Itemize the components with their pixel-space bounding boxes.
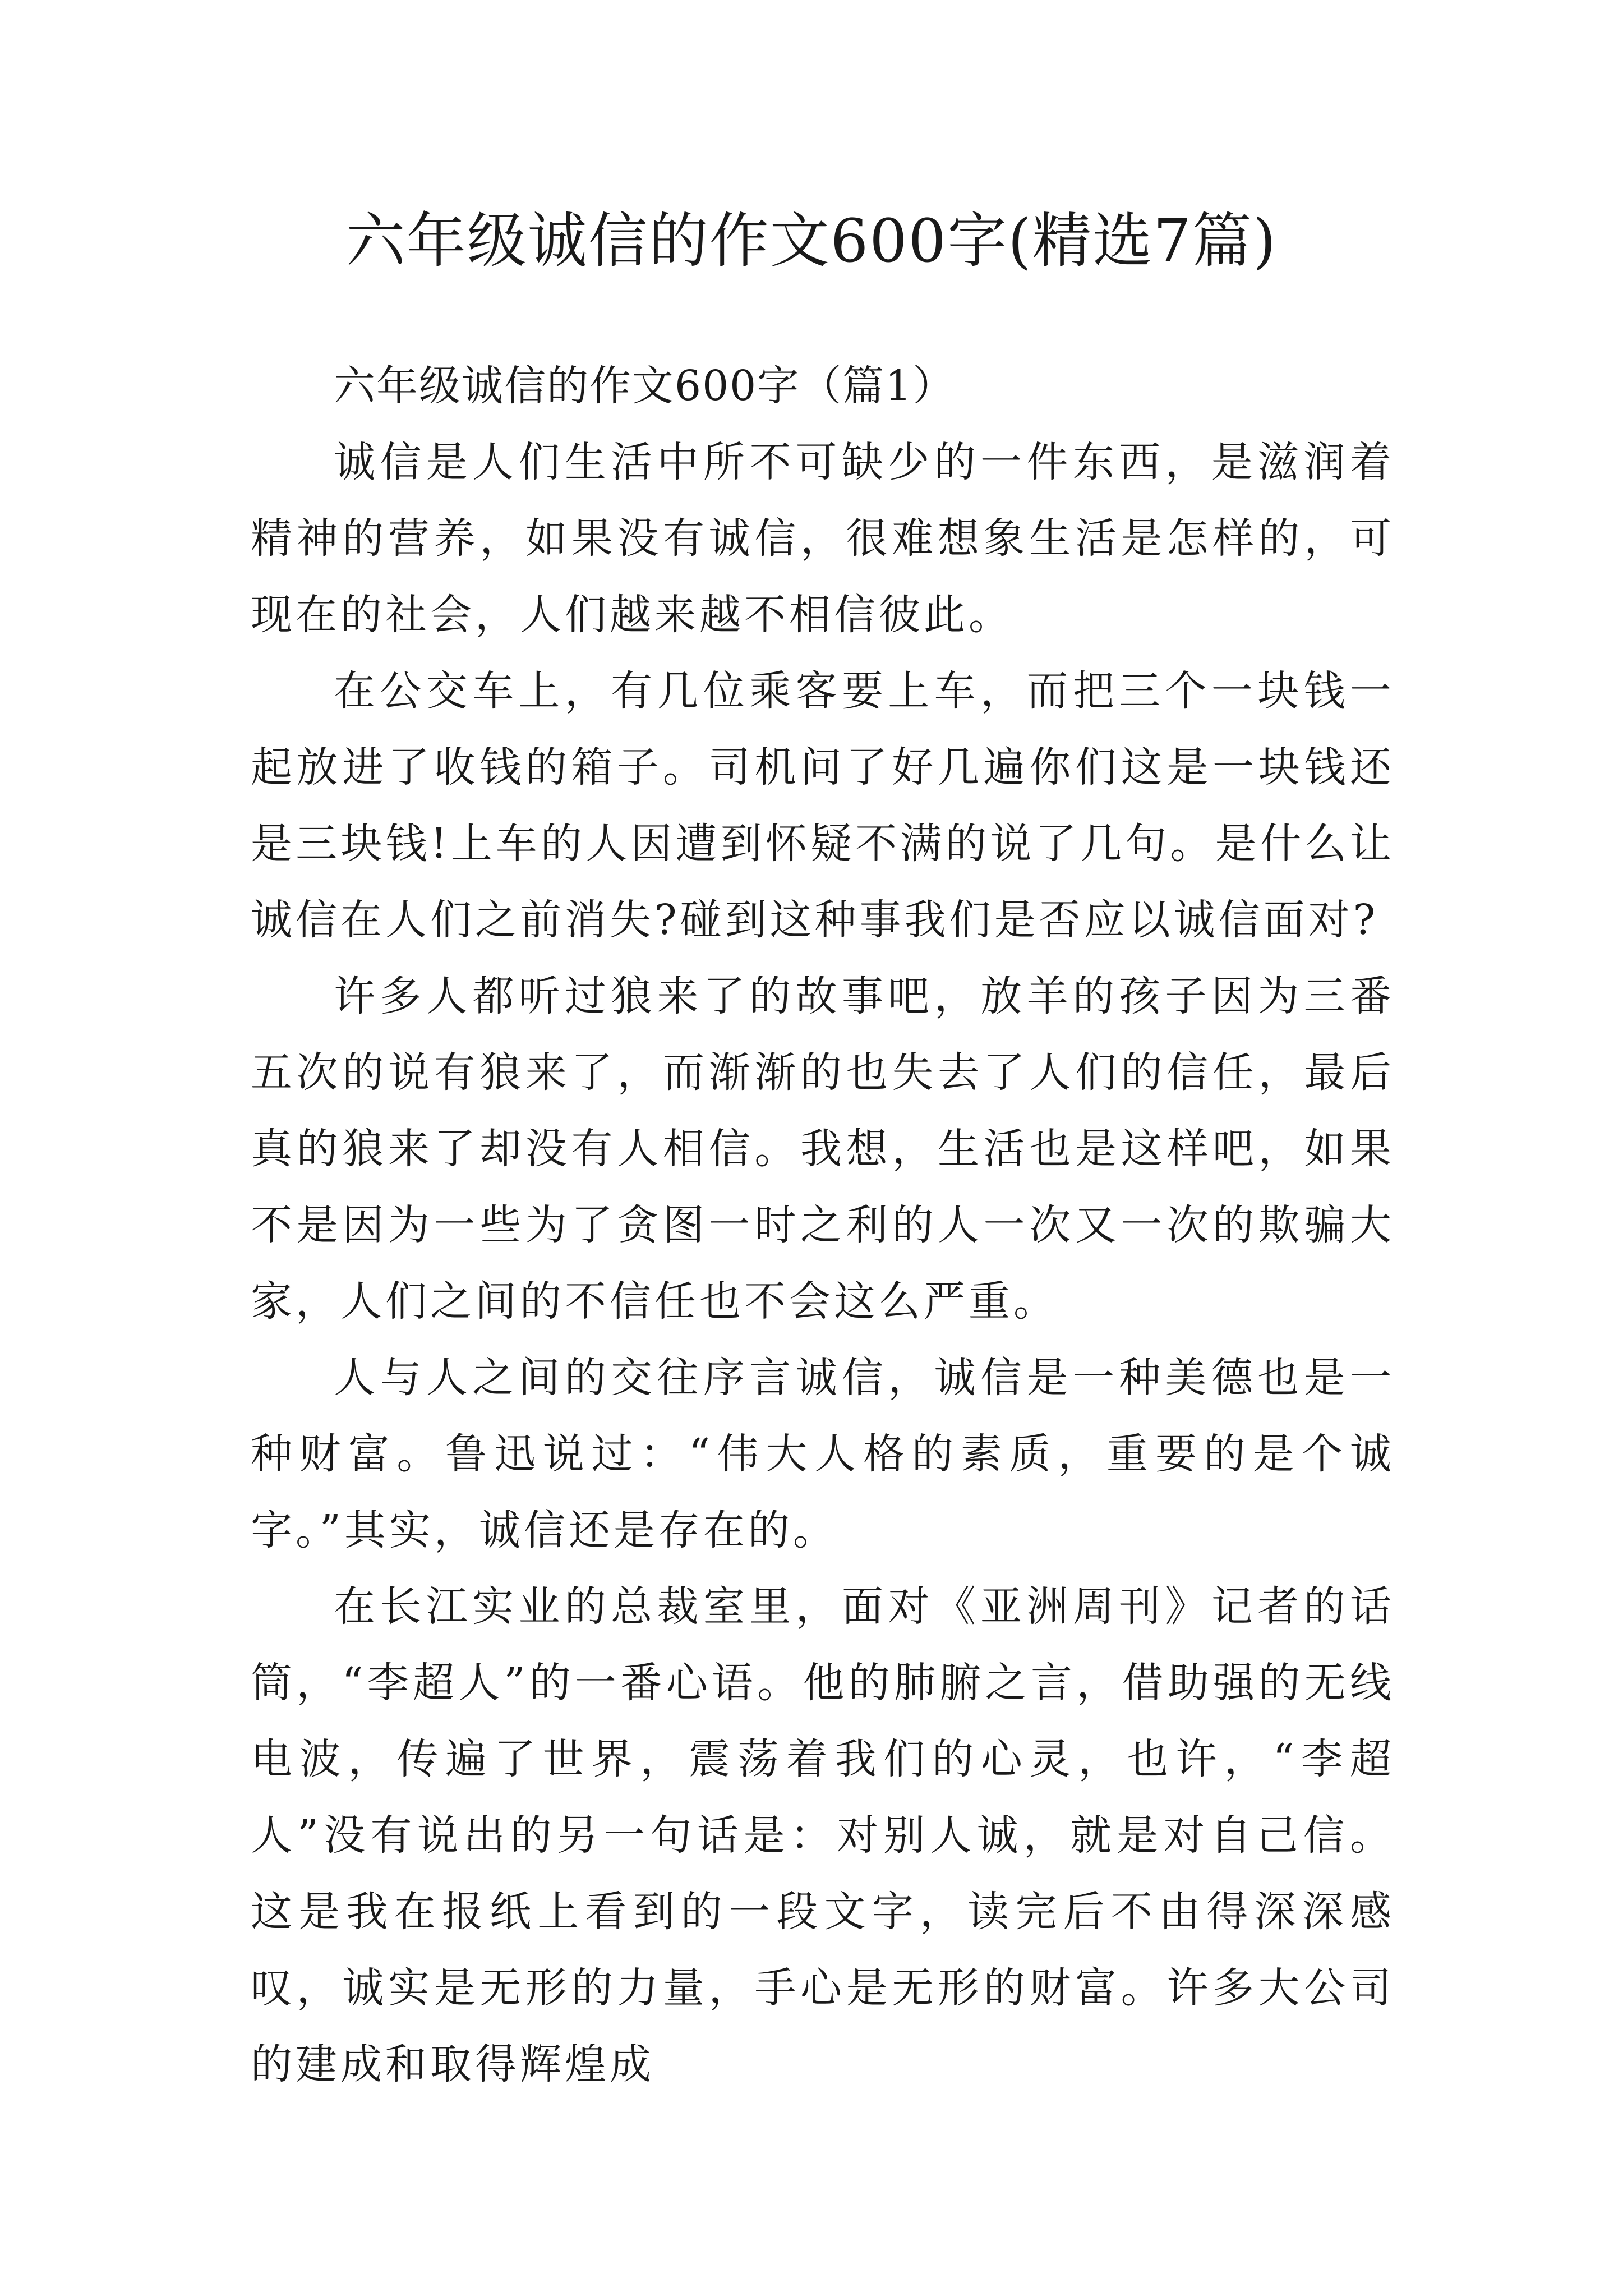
paragraph: 诚信是人们生活中所不可缺少的一件东西，是滋润着精神的营养，如果没有诚信，很难想象生活是怎样的，可现在的社会，人们越来越不相信彼此。 <box>251 438 1395 639</box>
paragraph: 人与人之间的交往序言诚信，诚信是一种美德也是一种财富。鲁迅说过：“伟大人格的素质，重要的是个诚字。”其实，诚信还是存在的。 <box>251 1354 1395 1554</box>
paragraph: 许多人都听过狼来了的故事吧，放羊的孩子因为三番五次的说有狼来了，而渐渐的也失去了人们的信任，最后真的狼来了却没有人相信。我想，生活也是这样吧，如果不是因为一些为了贪图一时之利的人一次又一次的欺骗大家，人们之间的不信任也不会这么严重。 <box>251 972 1395 1326</box>
document-body <box>251 348 1395 2102</box>
section-heading: 六年级诚信的作文600字（篇1） <box>334 362 956 410</box>
paragraph: 在长江实业的总裁室里，面对《亚洲周刊》记者的话筒，“李超人”的一番心语。他的肺腑之言，借助强的无线电波，传遍了世界，震荡着我们的心灵，也许，“李超人”没有说出的另一句话是：对别人诚，就是对自己信。这是我在报纸上看到的一段文字，读完后不由得深深感叹，诚实是无形的力量，手心是无形的财富。许多大公司的建成和取得辉煌成 <box>251 1582 1395 2088</box>
document-title: 六年级诚信的作文600字(精选7篇) <box>345 206 1278 275</box>
paragraph: 在公交车上，有几位乘客要上车，而把三个一块钱一起放进了收钱的箱子。司机问了好几遍你们这是一块钱还是三块钱!上车的人因遭到怀疑不满的说了几句。是什么让诚信在人们之前消失?碰到这种事我们是否应以诚信面对? <box>251 667 1395 944</box>
